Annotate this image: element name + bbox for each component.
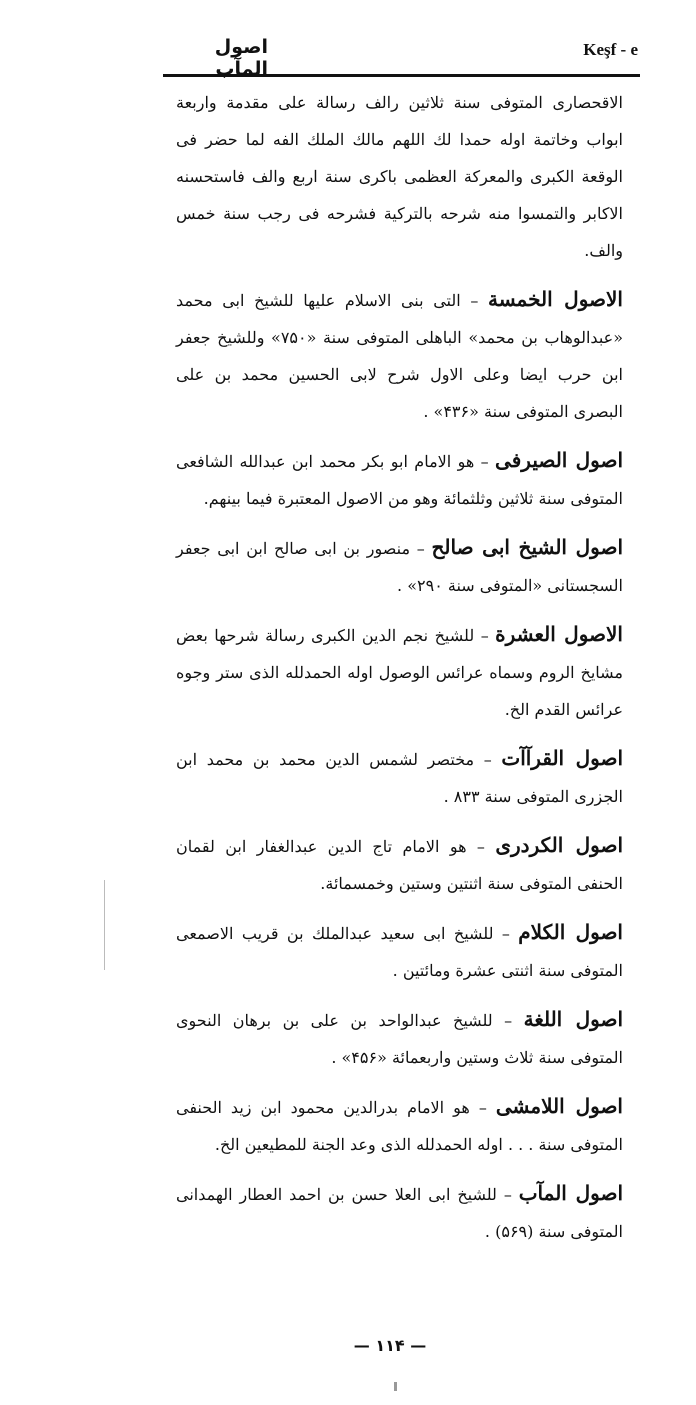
continuation-paragraph: الاقحصاری المتوفی سنة ثلاثین رالف رسالة علی مقدمة واربعة ابواب وخاتمة اوله حمدا لك اللهم مالك الملك الفه لما حضر فی الوقعة الکبری والمعرکة العظمی باکری سنة اربع والف فاستحسنه الاکابر والتمسوا منه شرحه بالترکیة فشرحه فی رجب سنة خمس والف. [176, 93, 623, 260]
entry-paragraph [176, 281, 623, 430]
entry-paragraph [176, 914, 623, 989]
scan-speck [394, 1382, 397, 1391]
entry-heading: اصول القرآآت [501, 746, 624, 770]
entry-text: – للشیخ ابی العلا حسن بن احمد العطار الهمدانی المتوفی سنة (۵۶۹) . [176, 1185, 623, 1241]
entry-text: – هو الامام ابو بکر محمد ابن عبدالله الشافعی المتوفی سنة ثلاثین وثلثمائة وهو من الاصول المعتبرة فیما بینهم. [176, 452, 623, 508]
entry-text: – التی بنی الاسلام علیها للشیخ ابی محمد «عبدالوهاب بن محمد» الباهلی المتوفی سنة «۷۵۰» وللشیخ جعفر ابن حرب ایضا وعلی الاول شرح لابی الحسین محمد بن علی البصری المتوفی سنة «۴۳۶» . [176, 291, 623, 421]
running-title: اصول المآب [214, 36, 268, 80]
entry-paragraph [176, 616, 623, 728]
entry-text: – للشیخ ابی سعید عبدالملك بن قریب الاصمعی المتوفی سنة اثنتی عشرة ومائتین . [176, 924, 623, 980]
scan-margin-mark [104, 880, 105, 970]
entry-text: – للشیخ نجم الدین الکبری رسالة شرحها بعض مشایخ الروم وسماه عرائس الوصول اوله الحمدلله الذی ستر وجوه عرائس القدم الخ. [176, 626, 623, 719]
entry-heading: اصول اللامشی [495, 1094, 623, 1118]
entry-heading: الاصول الخمسة [487, 287, 623, 311]
entry-text: – هو الامام بدرالدین محمود ابن زید الحنفی المتوفی سنة . . . اوله الحمدلله الذی وعد الجنة للمطیعین الخ. [176, 1098, 623, 1154]
page-number: — ۱۱۴ — [353, 1336, 427, 1355]
entry-text: – هو الامام تاج الدین عبدالغفار ابن لقمان الحنفی المتوفی سنة اثنتین وستین وخمسمائة. [176, 837, 623, 893]
entry-heading: الاصول العشرة [495, 622, 623, 646]
entry-paragraph [176, 1175, 623, 1250]
main-text [176, 84, 623, 1262]
entry-heading: اصول الصیرفی [495, 448, 623, 472]
entry-text: – للشیخ عبدالواحد بن علی بن برهان النحوی المتوفی سنة ثلاث وستین واربعمائة «۴۵۶» . [176, 1011, 623, 1067]
entry-heading: اصول الکردری [495, 833, 623, 857]
entry-heading: اصول الشیخ ابی صالح [431, 535, 623, 559]
entry-paragraph [176, 1088, 623, 1163]
entry-paragraph [176, 827, 623, 902]
entry-text: – منصور بن ابی صالح ابن ابی جعفر السجستانی «المتوفی سنة ۲۹۰» . [176, 539, 623, 595]
entry-paragraph [176, 740, 623, 815]
entry-heading: اصول المآب [518, 1181, 624, 1205]
entry-paragraph [176, 442, 623, 517]
entry-heading: اصول اللغة [523, 1007, 623, 1031]
entry-paragraph [176, 529, 623, 604]
entry-heading: اصول الکلام [518, 920, 623, 944]
page-header [163, 34, 640, 80]
catalog-code: Keşf - e [583, 40, 638, 59]
entry-text: – مختصر لشمس الدین محمد بن محمد ابن الجزری المتوفی سنة ۸۳۳ . [176, 750, 623, 806]
entry-paragraph [176, 1001, 623, 1076]
